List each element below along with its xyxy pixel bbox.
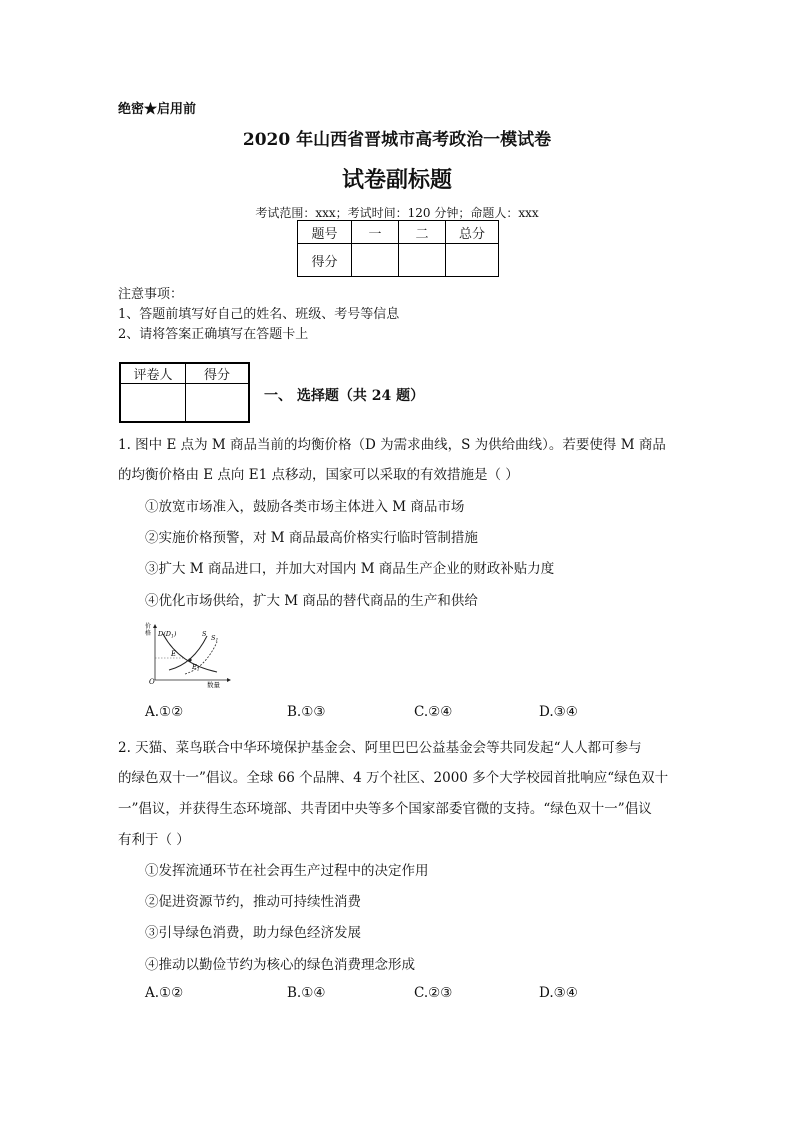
exam-title: 2020 年山西省晋城市高考政治一模试卷 — [242, 130, 552, 150]
question-2-option: ④推动以勤俭节约为核心的绿色消费理念形成 — [145, 957, 415, 973]
supply-s1-label: $S_1$ — [211, 634, 219, 644]
question-1-option: ①放宽市场准入，鼓励各类市场主体进入 M 商品市场 — [145, 499, 465, 515]
y-axis-label: 价格 — [145, 623, 152, 637]
question-2-text: 的绿色双十一”倡议。全球 66 个品牌、4 万个社区、2000 多个大学校园首批响应“绿色双十 — [118, 770, 669, 786]
question-1-text: 的均衡价格由 E 点向 E1 点移动，国家可以采取的有效措施是（ ） — [118, 467, 519, 483]
question-1-answer-b[interactable]: B.①③ — [287, 704, 326, 720]
question-2-option: ①发挥流通环节在社会再生产过程中的决定作用 — [145, 863, 429, 879]
notes-item: 1、答题前填写好自己的姓名、班级、考号等信息 — [118, 307, 400, 322]
grader-table — [119, 362, 250, 423]
score-table-header: 总分 — [446, 221, 499, 244]
x-axis-arrow — [227, 678, 231, 682]
notes-heading: 注意事项： — [118, 287, 184, 302]
point-e1-label: $E_1$ — [192, 663, 200, 673]
question-1-option: ②实施价格预警，对 M 商品最高价格实行临时管制措施 — [145, 530, 478, 546]
score-row-label: 得分 — [298, 244, 352, 277]
grader-cell[interactable] — [120, 384, 186, 422]
question-1-text: 1. 图中 E 点为 M 商品当前的均衡价格（D 为需求曲线，S 为供给曲线）。若要使得 M 商品 — [118, 437, 666, 453]
score-table-header: 一 — [352, 221, 399, 244]
question-2-option: ③引导绿色消费，助力绿色经济发展 — [145, 925, 361, 941]
question-2-option: ②促进资源节约，推动可持续性消费 — [145, 894, 361, 910]
x-axis-label: 数量 — [207, 681, 220, 688]
question-2-answer-c[interactable]: C.②③ — [414, 985, 453, 1001]
score-cell[interactable] — [399, 244, 446, 277]
question-2-answer-a[interactable]: A.①② — [145, 985, 184, 1001]
question-2-text: 一”倡议，并获得生态环境部、共青团中央等多个国家部委官微的支持。“绿色双十一”倡议 — [118, 801, 652, 817]
exam-subtitle: 试卷副标题 — [341, 167, 452, 193]
supply-label: S — [202, 630, 207, 638]
score-table — [297, 220, 499, 277]
section-title: 一、 选择题（共 24 题） — [264, 388, 425, 404]
point-e1 — [188, 658, 191, 661]
origin-label: O — [149, 678, 155, 686]
question-1-answer-c[interactable]: C.②④ — [414, 704, 453, 720]
question-2-text: 有利于（ ） — [118, 832, 190, 848]
question-1-option: ④优化市场供给，扩大 M 商品的替代商品的生产和供给 — [145, 593, 478, 609]
question-2-answer-b[interactable]: B.①④ — [287, 985, 326, 1001]
supply-demand-graph — [145, 620, 235, 688]
grader-header: 得分 — [186, 363, 250, 384]
score-cell[interactable] — [446, 244, 499, 277]
score-table-header: 题号 — [298, 221, 352, 244]
confidential-label: 绝密★启用前 — [118, 102, 197, 117]
y-axis-arrow — [153, 624, 157, 628]
point-e-label: E — [171, 650, 177, 658]
grader-cell[interactable] — [186, 384, 250, 422]
score-cell[interactable] — [352, 244, 399, 277]
score-table-header: 二 — [399, 221, 446, 244]
notes-item: 2、请将答案正确填写在答题卡上 — [118, 327, 309, 342]
demand-label: $D(D_1)$ — [158, 630, 177, 640]
question-1-answer-a[interactable]: A.①② — [145, 704, 184, 720]
question-1-option: ③扩大 M 商品进口，并加大对国内 M 商品生产企业的财政补贴力度 — [145, 561, 555, 577]
question-1-answer-d[interactable]: D.③④ — [539, 704, 578, 720]
question-2-answer-d[interactable]: D.③④ — [539, 985, 578, 1001]
exam-meta: 考试范围：xxx；考试时间：120 分钟；命题人：xxx — [255, 206, 539, 220]
grader-header: 评卷人 — [120, 363, 186, 384]
question-2-text: 2. 天猫、菜鸟联合中华环境保护基金会、阿里巴巴公益基金会等共同发起“人人都可参与 — [118, 740, 642, 756]
